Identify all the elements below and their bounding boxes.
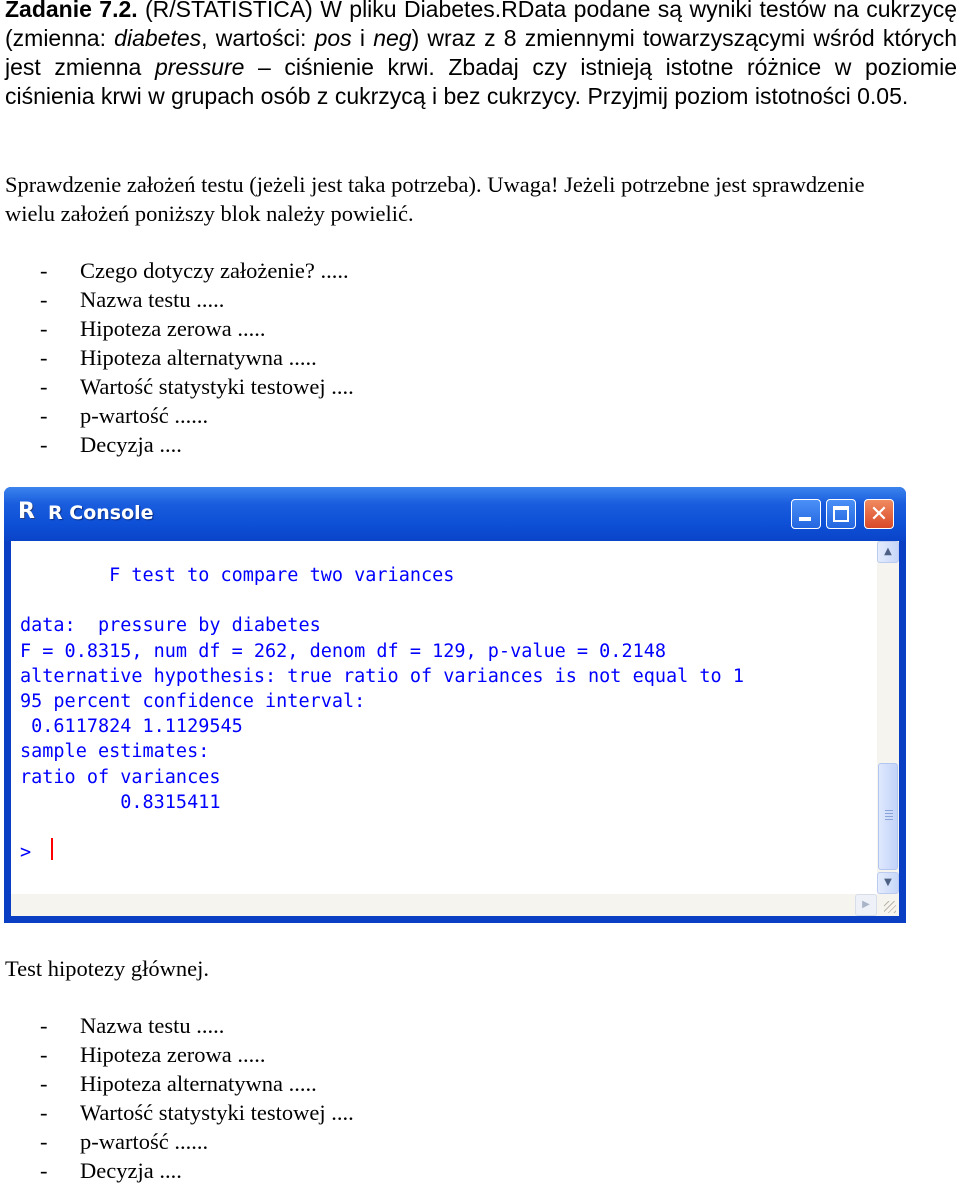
list-item: - Decyzja ....: [40, 1158, 182, 1183]
task-statement: [5, 0, 957, 111]
window-title: R Console: [48, 502, 154, 524]
console-line: F = 0.8315, num df = 262, denom df = 129, p-value = 0.2148: [20, 640, 667, 662]
task-text-2: , wartości:: [201, 25, 315, 51]
chevron-up-icon: ▲: [884, 546, 892, 557]
list-item: - Czego dotyczy założenie? .....: [40, 258, 349, 283]
scroll-right-button[interactable]: [855, 894, 877, 916]
assumptions-intro: Sprawdzenie założeń testu (jeżeli jest taka potrzeba). Uwaga! Jeżeli potrzebne jest sprawdzenie wielu założeń poniższy blok należy powielić.: [5, 172, 865, 226]
list-item: - p-wartość ......: [40, 403, 209, 428]
scrollbar-thumb[interactable]: [878, 763, 898, 870]
task-text-5: – ciśnienie krwi. Zbadaj czy istnieją istotne różnice w poziomie ciśnienia krwi w grupach osób z cukrzycą i bez cukrzycy. Przyjmij poziom istotności 0.05.: [5, 54, 957, 109]
close-icon: ✕: [869, 502, 889, 527]
list-item: - Wartość statystyki testowej ....: [40, 374, 354, 399]
list-item: - Hipoteza alternatywna .....: [40, 345, 317, 370]
console-line: data: pressure by diabetes: [20, 615, 321, 637]
variable-diabetes: diabetes: [114, 25, 202, 51]
assumptions-checklist: [40, 256, 354, 459]
console-line: 0.8315411: [20, 791, 221, 813]
list-item: - Wartość statystyki testowej ....: [40, 1100, 354, 1125]
chevron-right-icon: ▶: [862, 899, 870, 910]
resize-grip[interactable]: [877, 894, 899, 916]
chevron-down-icon: ▼: [884, 877, 892, 888]
grip-icon: [885, 810, 893, 811]
grip-icon: [885, 816, 893, 817]
variable-pressure: pressure: [154, 54, 245, 80]
value-neg: neg: [373, 25, 412, 51]
console-line: alternative hypothesis: true ratio of variances is not equal to 1: [20, 665, 744, 687]
resize-grip-icon: [884, 901, 896, 913]
scroll-down-button[interactable]: [877, 872, 899, 894]
text-cursor: [51, 838, 53, 860]
minimize-icon: [799, 517, 811, 521]
r-logo-icon: R: [18, 499, 35, 524]
console-client-area: [11, 541, 899, 916]
grip-icon: [885, 819, 893, 820]
grip-icon: [885, 813, 893, 814]
minimize-button[interactable]: [791, 499, 821, 529]
main-test-heading: Test hipotezy głównej.: [5, 956, 210, 981]
list-item: - Nazwa testu .....: [40, 1013, 225, 1038]
value-pos: pos: [314, 25, 352, 51]
window-titlebar[interactable]: [4, 487, 906, 541]
maximize-icon: [833, 506, 849, 522]
task-text-3: i: [351, 25, 374, 51]
task-text-4: ) wraz z 8 zmiennymi towarzyszącymi wśród których jest zmienna: [5, 25, 958, 80]
vertical-scrollbar[interactable]: [877, 541, 899, 894]
console-line: sample estimates:: [20, 741, 210, 763]
r-console-window: [4, 487, 906, 923]
task-text-1: (R/STATISTICA) W pliku Diabetes.RData podane są wyniki testów na cukrzycę (zmienna:: [5, 0, 957, 51]
console-prompt: >: [20, 842, 43, 864]
list-item: - Hipoteza alternatywna .....: [40, 1071, 317, 1096]
console-line: 0.6117824 1.1129545: [20, 716, 243, 738]
list-item: - p-wartość ......: [40, 1129, 209, 1154]
list-item: - Nazwa testu .....: [40, 287, 225, 312]
console-line: ratio of variances: [20, 766, 221, 788]
main-test-checklist: [40, 1011, 354, 1185]
console-line: F test to compare two variances: [20, 565, 455, 586]
console-output[interactable]: [11, 541, 877, 894]
close-button[interactable]: [864, 499, 894, 529]
horizontal-scrollbar[interactable]: [11, 894, 877, 916]
task-heading: Zadanie 7.2.: [5, 0, 138, 22]
console-line: 95 percent confidence interval:: [20, 691, 366, 712]
scroll-up-button[interactable]: [877, 541, 899, 563]
list-item: - Hipoteza zerowa .....: [40, 1042, 266, 1067]
list-item: - Decyzja ....: [40, 432, 182, 457]
maximize-button[interactable]: [826, 499, 856, 529]
list-item: - Hipoteza zerowa .....: [40, 316, 266, 341]
